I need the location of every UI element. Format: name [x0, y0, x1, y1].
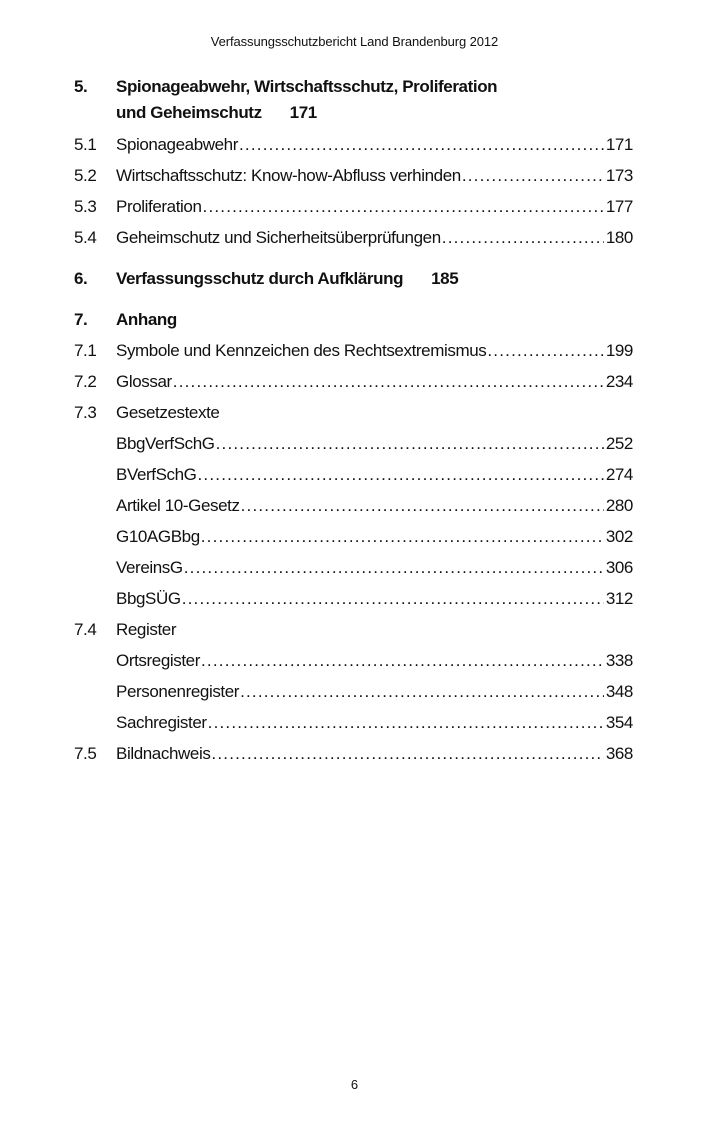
dot-leader	[198, 459, 604, 490]
toc-entry-5-2	[74, 160, 633, 191]
entry-page-number: 280	[605, 496, 633, 515]
toc-entry-7-4	[74, 614, 633, 645]
entry-title: VereinsG	[116, 558, 183, 577]
entry-page-number: 199	[605, 341, 633, 360]
entry-page-number: 302	[605, 527, 633, 546]
toc-entry-5-4	[74, 222, 633, 253]
chapter-title-line1: Spionageabwehr, Wirtschaftsschutz, Proliferation	[116, 77, 498, 96]
entry-page-number: 338	[605, 651, 633, 670]
chapter-title-block	[116, 74, 497, 126]
dot-leader	[201, 521, 604, 552]
toc-entry-7-3	[74, 397, 633, 428]
chapter-number: 5.	[74, 77, 88, 96]
entry-title: BbgVerfSchG	[116, 434, 215, 453]
toc-entry-5-3	[74, 191, 633, 222]
dot-leader	[487, 335, 603, 366]
entry-page-number: 173	[605, 166, 633, 185]
entry-page-number: 177	[605, 197, 633, 216]
page-number: 6	[350, 1077, 359, 1092]
entry-title: Register	[116, 620, 177, 639]
chapter-page-number: 185	[431, 269, 459, 288]
dot-leader	[239, 129, 604, 160]
entry-page-number: 368	[605, 744, 633, 763]
dot-leader	[241, 490, 604, 521]
dot-leader	[442, 222, 604, 253]
entry-title: Glossar	[116, 372, 172, 391]
toc-subentry	[74, 707, 633, 738]
toc-subentry	[74, 552, 633, 583]
entry-number: 5.2	[74, 166, 97, 185]
entry-title: G10AGBbg	[116, 527, 200, 546]
entry-number: 7.4	[74, 620, 97, 639]
toc-entry-7-2	[74, 366, 633, 397]
toc-subentry	[74, 676, 633, 707]
entry-page-number: 348	[605, 682, 633, 701]
entry-page-number: 234	[605, 372, 633, 391]
toc-subentry	[74, 645, 633, 676]
dot-leader	[208, 707, 604, 738]
entry-number: 7.2	[74, 372, 97, 391]
toc-subentry	[74, 459, 633, 490]
dot-leader	[184, 552, 604, 583]
toc-entry-5-1	[74, 129, 633, 160]
entry-page-number: 312	[605, 589, 633, 608]
toc-entry-7-1	[74, 335, 633, 366]
chapter-title: Anhang	[116, 310, 177, 329]
entry-page-number: 171	[605, 135, 633, 154]
entry-number: 5.3	[74, 197, 97, 216]
entry-page-number: 180	[605, 228, 633, 247]
entry-page-number: 274	[605, 465, 633, 484]
entry-page-number: 306	[605, 558, 633, 577]
entry-title: Bildnachweis	[116, 744, 211, 763]
toc-subentry	[74, 490, 633, 521]
dot-leader	[216, 428, 604, 459]
dot-leader	[462, 160, 604, 191]
chapter-title-line2: und Geheimschutz	[116, 103, 262, 122]
dot-leader	[240, 676, 604, 707]
dot-leader	[182, 583, 604, 614]
entry-number: 7.5	[74, 744, 97, 763]
toc-chapter-5	[74, 74, 633, 126]
dot-leader	[211, 738, 603, 769]
entry-title: Geheimschutz und Sicherheitsüberprüfungen	[116, 228, 441, 247]
dot-leader	[201, 645, 604, 676]
chapter-number: 6.	[74, 269, 88, 288]
running-header: Verfassungsschutzbericht Land Brandenburg 2012	[210, 34, 499, 49]
entry-title: Symbole und Kennzeichen des Rechtsextremismus	[116, 341, 487, 360]
entry-title: Ortsregister	[116, 651, 200, 670]
toc-subentry	[74, 428, 633, 459]
entry-page-number: 252	[605, 434, 633, 453]
toc-chapter-6	[74, 263, 633, 294]
chapter-number: 7.	[74, 310, 88, 329]
entry-number: 5.4	[74, 228, 97, 247]
table-of-contents	[74, 74, 633, 769]
toc-subentry	[74, 521, 633, 552]
entry-title: Proliferation	[116, 197, 202, 216]
entry-number: 7.3	[74, 403, 97, 422]
chapter-title: Verfassungsschutz durch Aufklärung	[116, 269, 404, 288]
entry-title: Artikel 10-Gesetz	[116, 496, 240, 515]
entry-title: Gesetzestexte	[116, 403, 220, 422]
dot-leader	[173, 366, 604, 397]
entry-title: Sachregister	[116, 713, 207, 732]
toc-subentry	[74, 583, 633, 614]
entry-number: 5.1	[74, 135, 97, 154]
toc-entry-7-5	[74, 738, 633, 769]
entry-page-number: 354	[605, 713, 633, 732]
entry-title: Spionageabwehr	[116, 135, 238, 154]
toc-chapter-7	[74, 304, 633, 335]
chapter-page-number: 171	[289, 103, 317, 122]
dot-leader	[203, 191, 604, 222]
entry-title: Wirtschaftsschutz: Know-how-Abfluss verhinden	[116, 166, 461, 185]
entry-number: 7.1	[74, 341, 97, 360]
entry-title: BVerfSchG	[116, 465, 197, 484]
entry-title: BbgSÜG	[116, 589, 181, 608]
entry-title: Personenregister	[116, 682, 240, 701]
